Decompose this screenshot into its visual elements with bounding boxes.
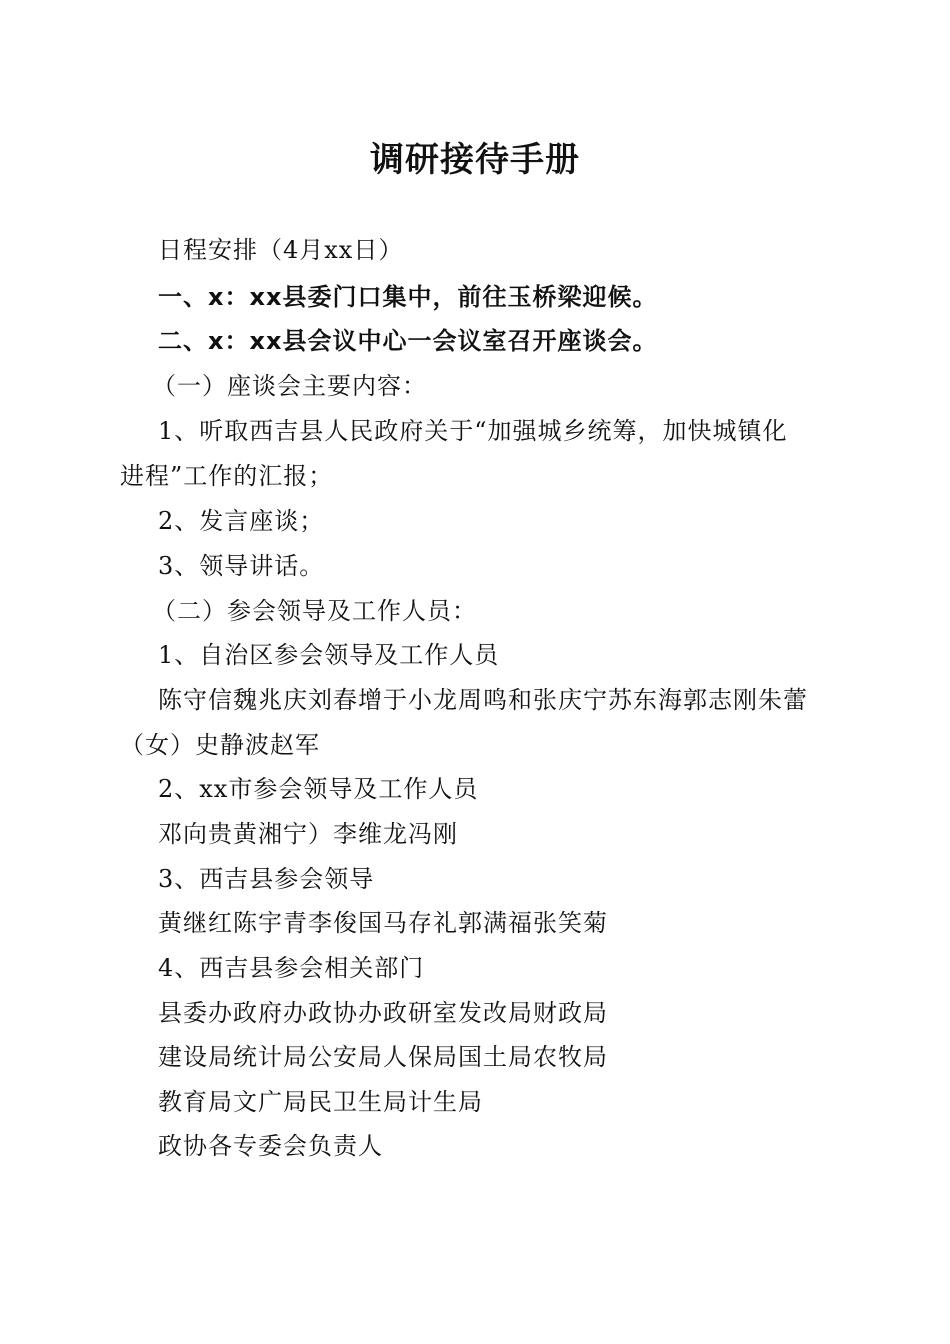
group-two-label: 2、xx市参会领导及工作人员 — [158, 775, 479, 803]
point-one-line-1: 1、听取西吉县人民政府关于“加强城乡统筹，加快城镇化 — [158, 417, 788, 445]
item-two: 二、x：xx县会议中心一会议室召开座谈会。 — [158, 327, 658, 355]
section-one-heading: （一）座谈会主要内容： — [152, 372, 427, 400]
point-one-line-2: 进程”工作的汇报； — [120, 462, 334, 490]
group-one-names-line-2: （女）史静波赵军 — [120, 731, 320, 759]
schedule-heading: 日程安排（4月xx日） — [158, 236, 404, 264]
point-two: 2、发言座谈； — [158, 507, 325, 535]
document-title: 调研接待手册 — [370, 140, 580, 180]
item-one: 一、x：xx县委门口集中，前往玉桥梁迎候。 — [158, 283, 658, 311]
group-four-line-2: 建设局统计局公安局人保局国土局农牧局 — [158, 1043, 608, 1071]
group-one-label: 1、自治区参会领导及工作人员 — [158, 641, 500, 669]
section-two-heading: （二）参会领导及工作人员： — [152, 597, 477, 625]
group-four-label: 4、西吉县参会相关部门 — [158, 954, 425, 982]
group-two-names: 邓向贵黄湘宁）李维龙冯刚 — [158, 820, 458, 848]
group-four-line-3: 教育局文广局民卫生局计生局 — [158, 1088, 483, 1116]
group-three-names: 黄继红陈宇青李俊国马存礼郭满福张笑菊 — [158, 909, 608, 937]
point-three: 3、领导讲话。 — [158, 552, 325, 580]
group-one-names-line-1: 陈守信魏兆庆刘春增于小龙周鸣和张庆宁苏东海郭志刚朱蕾 — [158, 686, 808, 714]
group-three-label: 3、西吉县参会领导 — [158, 865, 375, 893]
group-four-line-1: 县委办政府办政协办政研室发改局财政局 — [158, 999, 608, 1027]
group-four-line-4: 政协各专委会负责人 — [158, 1132, 383, 1160]
